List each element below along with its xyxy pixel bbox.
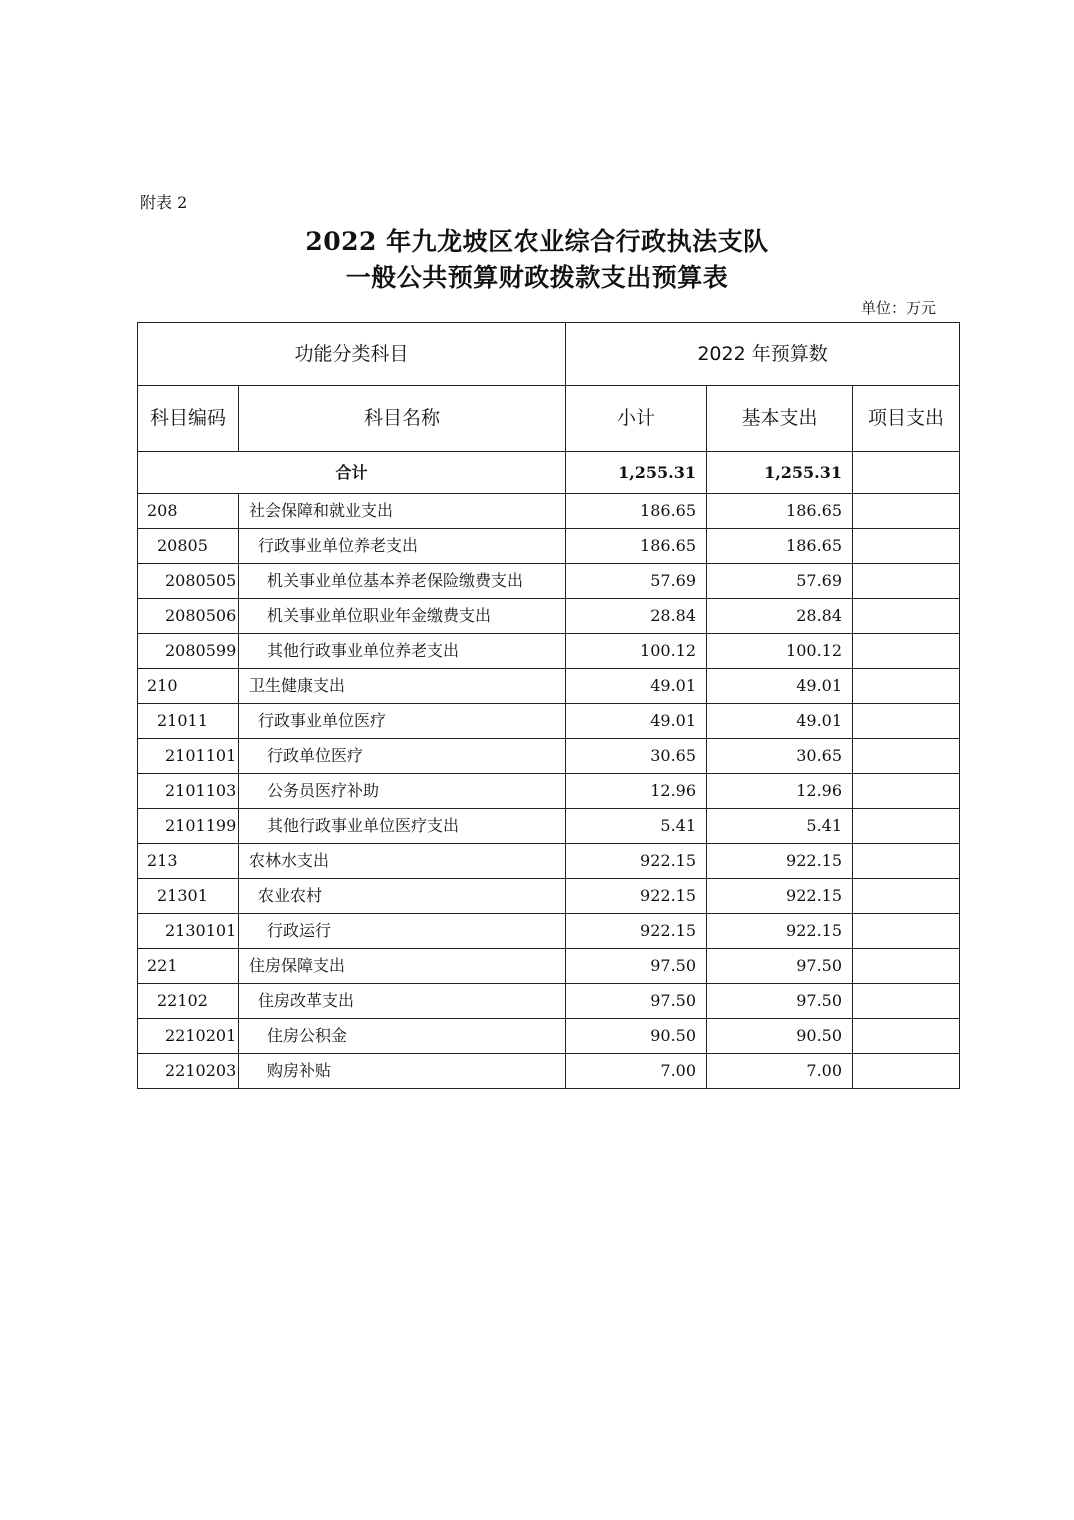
- table-header-row-1: [138, 323, 960, 386]
- table-row: [138, 984, 960, 1019]
- subject-name: 其他行政事业单位养老支出: [239, 634, 566, 669]
- table-row: [138, 809, 960, 844]
- subject-code: 2101101: [138, 739, 239, 774]
- subject-code: 21301: [138, 879, 239, 914]
- table-row: [138, 669, 960, 704]
- subject-name: 机关事业单位基本养老保险缴费支出: [239, 564, 566, 599]
- project-value: [853, 564, 960, 599]
- subject-code: 2210201: [138, 1019, 239, 1054]
- project-value: [853, 739, 960, 774]
- basic-value: 5.41: [707, 809, 853, 844]
- subject-name: 行政单位医疗: [239, 739, 566, 774]
- table-row: [138, 634, 960, 669]
- project-value: [853, 599, 960, 634]
- subject-code: 21011: [138, 704, 239, 739]
- budget-table: [137, 322, 960, 1089]
- subtotal-value: 30.65: [566, 739, 707, 774]
- basic-value: 922.15: [707, 844, 853, 879]
- table-row: [138, 494, 960, 529]
- subtotal-value: 5.41: [566, 809, 707, 844]
- table-row: [138, 564, 960, 599]
- subtotal-value: 12.96: [566, 774, 707, 809]
- project-value: [853, 879, 960, 914]
- subject-code: 213: [138, 844, 239, 879]
- subject-name: 社会保障和就业支出: [239, 494, 566, 529]
- subtotal-value: 97.50: [566, 949, 707, 984]
- total-row: [138, 452, 960, 494]
- basic-value: 100.12: [707, 634, 853, 669]
- project-value: [853, 529, 960, 564]
- table-row: [138, 1054, 960, 1089]
- header-subject-code: 科目编码: [138, 386, 239, 452]
- subtotal-value: 922.15: [566, 879, 707, 914]
- basic-value: 30.65: [707, 739, 853, 774]
- project-value: [853, 494, 960, 529]
- total-project: [853, 452, 960, 494]
- subject-name: 农林水支出: [239, 844, 566, 879]
- table-header-row-2: [138, 386, 960, 452]
- subtotal-value: 49.01: [566, 669, 707, 704]
- basic-value: 186.65: [707, 529, 853, 564]
- basic-value: 49.01: [707, 704, 853, 739]
- basic-value: 97.50: [707, 984, 853, 1019]
- subject-name: 购房补贴: [239, 1054, 566, 1089]
- header-subject-name: 科目名称: [239, 386, 566, 452]
- subject-code: 2080506: [138, 599, 239, 634]
- subtotal-value: 186.65: [566, 529, 707, 564]
- project-value: [853, 1019, 960, 1054]
- subject-name: 公务员医疗补助: [239, 774, 566, 809]
- basic-value: 90.50: [707, 1019, 853, 1054]
- project-value: [853, 634, 960, 669]
- document-title-line1: 2022 年九龙坡区农业综合行政执法支队: [305, 227, 769, 256]
- subject-code: 2210203: [138, 1054, 239, 1089]
- subtotal-value: 90.50: [566, 1019, 707, 1054]
- table-row: [138, 704, 960, 739]
- subject-name: 其他行政事业单位医疗支出: [239, 809, 566, 844]
- subject-code: 210: [138, 669, 239, 704]
- subject-name: 行政运行: [239, 914, 566, 949]
- table-row: [138, 949, 960, 984]
- subtotal-value: 186.65: [566, 494, 707, 529]
- project-value: [853, 669, 960, 704]
- document-title-line2: 一般公共预算财政拨款支出预算表: [345, 263, 729, 292]
- subject-code: 20805: [138, 529, 239, 564]
- basic-value: 922.15: [707, 879, 853, 914]
- table-row: [138, 844, 960, 879]
- subject-name: 行政事业单位养老支出: [239, 529, 566, 564]
- total-label: 合计: [138, 452, 566, 494]
- subject-code: 22102: [138, 984, 239, 1019]
- basic-value: 12.96: [707, 774, 853, 809]
- subtotal-value: 922.15: [566, 914, 707, 949]
- basic-value: 57.69: [707, 564, 853, 599]
- subtotal-value: 100.12: [566, 634, 707, 669]
- header-function-category: 功能分类科目: [138, 323, 566, 386]
- basic-value: 186.65: [707, 494, 853, 529]
- project-value: [853, 1054, 960, 1089]
- subtotal-value: 49.01: [566, 704, 707, 739]
- basic-value: 922.15: [707, 914, 853, 949]
- subject-name: 卫生健康支出: [239, 669, 566, 704]
- table-row: [138, 599, 960, 634]
- header-budget-year: 2022 年预算数: [566, 323, 960, 386]
- subject-name: 行政事业单位医疗: [239, 704, 566, 739]
- table-row: [138, 1019, 960, 1054]
- header-subtotal: 小计: [566, 386, 707, 452]
- subject-code: 208: [138, 494, 239, 529]
- subject-name: 机关事业单位职业年金缴费支出: [239, 599, 566, 634]
- project-value: [853, 774, 960, 809]
- basic-value: 7.00: [707, 1054, 853, 1089]
- table-row: [138, 914, 960, 949]
- table-row: [138, 774, 960, 809]
- header-basic-expenditure: 基本支出: [707, 386, 853, 452]
- project-value: [853, 844, 960, 879]
- project-value: [853, 914, 960, 949]
- project-value: [853, 809, 960, 844]
- subject-code: 2080505: [138, 564, 239, 599]
- subject-name: 住房改革支出: [239, 984, 566, 1019]
- total-subtotal: 1,255.31: [566, 452, 707, 494]
- table-row: [138, 739, 960, 774]
- subject-name: 住房公积金: [239, 1019, 566, 1054]
- subtotal-value: 97.50: [566, 984, 707, 1019]
- subject-code: 2101199: [138, 809, 239, 844]
- total-basic: 1,255.31: [707, 452, 853, 494]
- table-row: [138, 529, 960, 564]
- project-value: [853, 704, 960, 739]
- unit-note: 单位：万元: [860, 299, 936, 317]
- subject-name: 住房保障支出: [239, 949, 566, 984]
- subject-code: 2130101: [138, 914, 239, 949]
- subject-code: 221: [138, 949, 239, 984]
- project-value: [853, 984, 960, 1019]
- subtotal-value: 28.84: [566, 599, 707, 634]
- subtotal-value: 57.69: [566, 564, 707, 599]
- attachment-label: 附表 2: [140, 193, 188, 212]
- subject-code: 2101103: [138, 774, 239, 809]
- basic-value: 49.01: [707, 669, 853, 704]
- subtotal-value: 7.00: [566, 1054, 707, 1089]
- table-row: [138, 879, 960, 914]
- basic-value: 97.50: [707, 949, 853, 984]
- subtotal-value: 922.15: [566, 844, 707, 879]
- basic-value: 28.84: [707, 599, 853, 634]
- header-project-expenditure: 项目支出: [853, 386, 960, 452]
- subject-code: 2080599: [138, 634, 239, 669]
- project-value: [853, 949, 960, 984]
- subject-name: 农业农村: [239, 879, 566, 914]
